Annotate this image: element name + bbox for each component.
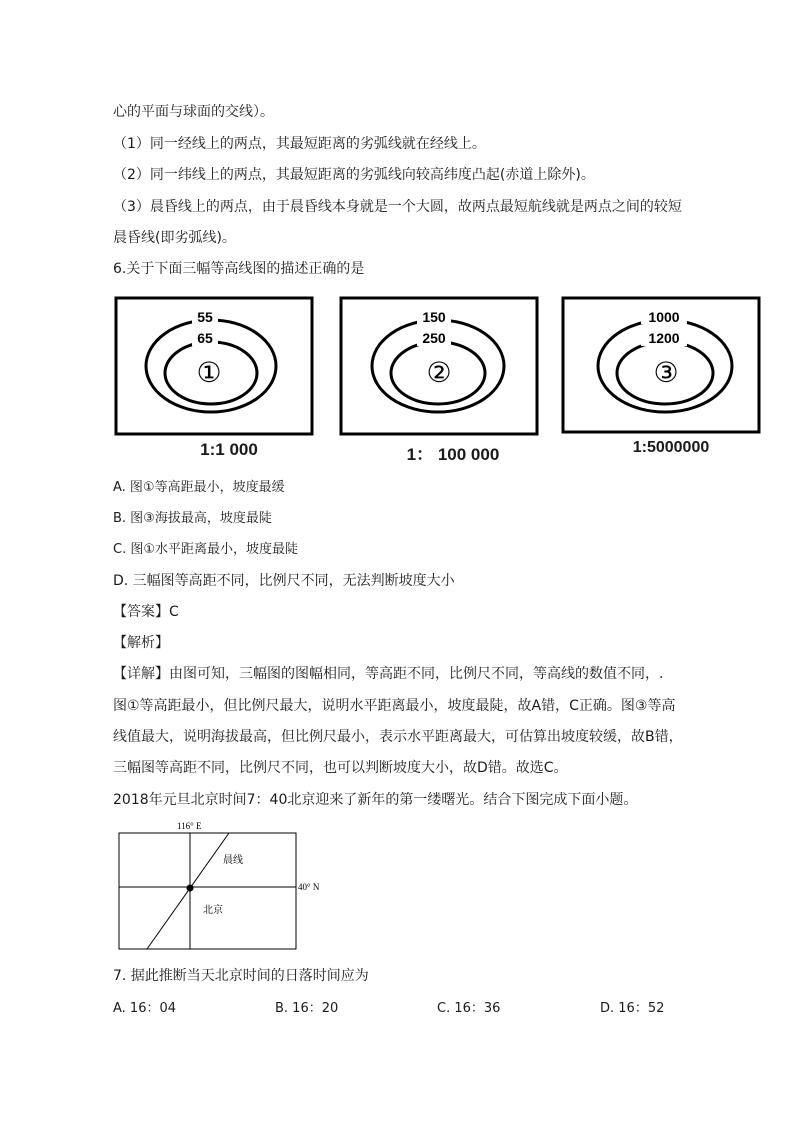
detail-line-1: 【详解】由图可知，三幅图的图幅相同，等高距不同，比例尺不同，等高线的数值不同，. — [113, 666, 664, 682]
answer-label: 【答案】C — [113, 604, 179, 620]
latitude-label: 40° N — [298, 882, 320, 892]
terminator-map — [115, 818, 335, 953]
q7-option-c: C. 16：36 — [437, 1001, 501, 1016]
map-3-scale: 1:5000000 — [632, 439, 710, 456]
text-line-4: （3）晨昏线上的两点，由于晨昏线本身就是一个大圆，故两点最短航线就是两点之间的较短 — [113, 199, 682, 215]
contour-3-outer-label: 1000 — [648, 309, 680, 325]
beijing-label: 北京 — [203, 905, 223, 916]
map-3-number: ③ — [653, 356, 679, 389]
contour-2-outer-label: 150 — [422, 309, 446, 325]
q6-option-c: C. 图①水平距离最小，坡度最陡 — [113, 542, 298, 557]
text-line-2: （1）同一经线上的两点，其最短距离的劣弧线就在经线上。 — [113, 136, 486, 152]
q7-option-a: A. 16：04 — [113, 1001, 177, 1016]
q6-option-d: D. 三幅图等高距不同，比例尺不同，无法判断坡度大小 — [113, 573, 455, 589]
contour-map-2 — [339, 296, 539, 436]
question-7: 7. 据此推断当天北京时间的日落时间应为 — [113, 968, 369, 984]
text-line-1: 心的平面与球面的交线）。 — [113, 104, 274, 120]
intro-question-7: 2018年元旦北京时间7：40北京迎来了新年的第一缕曙光。结合下图完成下面小题。 — [113, 792, 638, 808]
contour-map-1 — [114, 296, 314, 436]
q7-option-d: D. 16：52 — [600, 1001, 665, 1016]
text-line-5: 晨昏线(即劣弧线)。 — [113, 230, 236, 246]
detail-line-2: 图①等高距最小，但比例尺最大，说明水平距离最小，坡度最陡，故A错，C正确。图③等高 — [113, 698, 676, 714]
map-2-scale: 1： 100 000 — [406, 445, 500, 464]
detail-line-4: 三幅图等高距不同，比例尺不同，也可以判断坡度大小，故D错。故选C。 — [113, 760, 568, 776]
text-line-3: （2）同一纬线上的两点，其最短距离的劣弧线向较高纬度凸起(赤道上除外)。 — [113, 167, 595, 183]
contour-2-inner-label: 250 — [422, 330, 446, 346]
contour-1-outer-label: 55 — [197, 309, 213, 325]
map-1-number: ① — [196, 356, 222, 389]
detail-line-3: 线值最大，说明海拔最高，但比例尺最小，表示水平距离最大，可估算出坡度较缓，故B错， — [113, 729, 683, 745]
beijing-point — [187, 885, 194, 892]
contour-1-inner-label: 65 — [197, 330, 213, 346]
q6-option-a: A. 图①等高距最小，坡度最缓 — [113, 480, 285, 495]
dawn-line-label: 晨线 — [223, 855, 243, 866]
longitude-label: 116° E — [177, 821, 202, 831]
question-6: 6.关于下面三幅等高线图的描述正确的是 — [113, 261, 365, 277]
q6-option-b: B. 图③海拔最高，坡度最陡 — [113, 511, 272, 526]
analysis-label: 【解析】 — [113, 635, 169, 651]
contour-map-3 — [561, 296, 761, 436]
map-2-number: ② — [426, 356, 452, 389]
contour-3-inner-label: 1200 — [648, 330, 680, 346]
map-1-scale: 1:1 000 — [200, 440, 258, 459]
q7-option-b: B. 16：20 — [275, 1001, 339, 1016]
